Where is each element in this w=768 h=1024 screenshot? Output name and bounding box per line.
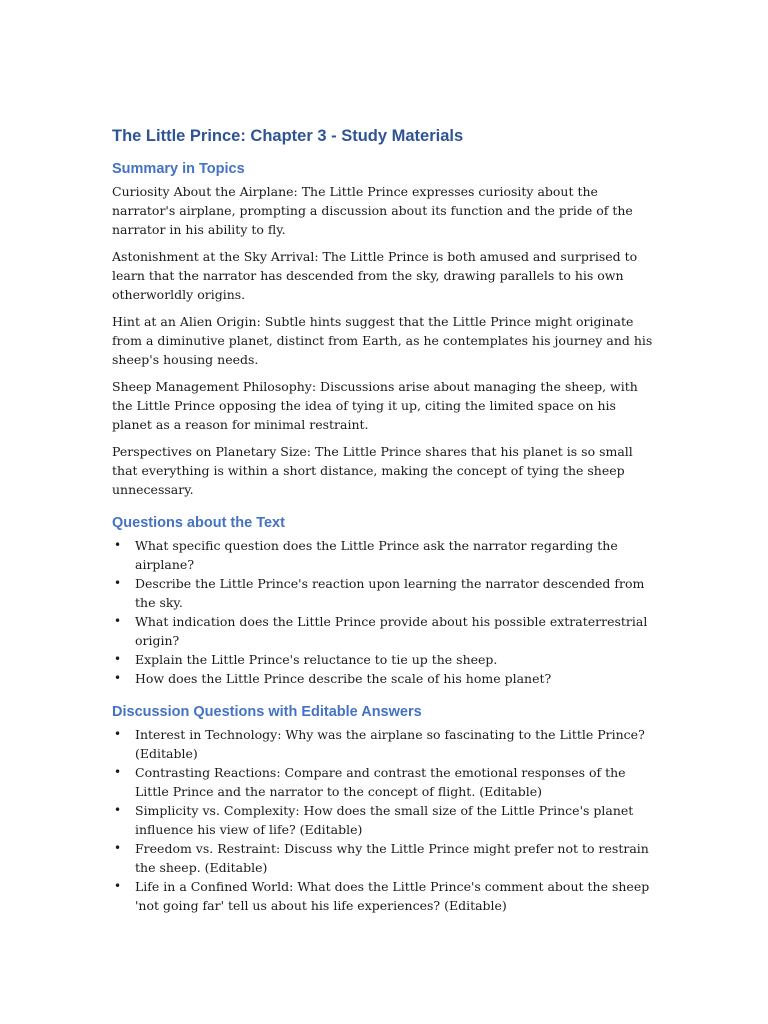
bullet-icon: •	[114, 671, 122, 685]
question-text: Describe the Little Prince's reaction upon learning the narrator descended from the sky.	[135, 576, 645, 610]
questions-heading: Questions about the Text	[112, 515, 285, 531]
questions-list	[112, 536, 657, 688]
discussion-item	[112, 801, 657, 839]
summary-paragraph: Astonishment at the Sky Arrival: The Little Prince is both amused and surprised to learn that the narrator has descended from the sky, drawing parallels to his own otherworldly origins.	[112, 249, 638, 302]
discussion-item	[112, 763, 657, 801]
discussion-heading: Discussion Questions with Editable Answers	[112, 704, 422, 720]
question-item	[112, 650, 657, 669]
question-text: What indication does the Little Prince provide about his possible extraterrestrial origin?	[135, 614, 648, 648]
bullet-icon: •	[114, 841, 122, 855]
discussion-section	[112, 702, 657, 915]
bullet-icon: •	[114, 652, 122, 666]
questions-section	[112, 513, 657, 688]
discussion-text[interactable]: Interest in Technology: Why was the airplane so fascinating to the Little Prince? (Editable)	[135, 727, 645, 761]
discussion-list	[112, 725, 657, 915]
discussion-item	[112, 839, 657, 877]
discussion-item	[112, 725, 657, 763]
bullet-icon: •	[114, 727, 122, 741]
summary-paragraph: Sheep Management Philosophy: Discussions arise about managing the sheep, with the Little Prince opposing the idea of tying it up, citing the limited space on his planet as a reason for minimal restraint.	[112, 379, 638, 432]
discussion-text[interactable]: Contrasting Reactions: Compare and contrast the emotional responses of the Little Prince and the narrator to the concept of flight. (Editable)	[135, 765, 626, 799]
question-text: Explain the Little Prince's reluctance to tie up the sheep.	[135, 652, 498, 667]
bullet-icon: •	[114, 803, 122, 817]
summary-paragraph: Hint at an Alien Origin: Subtle hints suggest that the Little Prince might originate from a diminutive planet, distinct from Earth, as he contemplates his journey and his sheep's housing needs.	[112, 314, 653, 367]
discussion-item	[112, 877, 657, 915]
question-item	[112, 574, 657, 612]
document-title: The Little Prince: Chapter 3 - Study Materials	[112, 127, 464, 145]
bullet-icon: •	[114, 576, 122, 590]
summary-section	[112, 159, 657, 499]
summary-paragraph: Curiosity About the Airplane: The Little Prince expresses curiosity about the narrator's airplane, prompting a discussion about its function and the pride of the narrator in his ability to fly.	[112, 184, 633, 237]
question-text: How does the Little Prince describe the scale of his home planet?	[135, 671, 552, 686]
question-item	[112, 669, 657, 688]
discussion-text[interactable]: Simplicity vs. Complexity: How does the small size of the Little Prince's planet influence his view of life? (Editable)	[135, 803, 634, 837]
question-text: What specific question does the Little Prince ask the narrator regarding the airplane?	[135, 538, 618, 572]
document-page	[112, 125, 657, 929]
discussion-text[interactable]: Life in a Confined World: What does the Little Prince's comment about the sheep 'not going far' tell us about his life experiences? (Editable)	[135, 879, 650, 913]
summary-heading: Summary in Topics	[112, 161, 245, 177]
bullet-icon: •	[114, 614, 122, 628]
discussion-text[interactable]: Freedom vs. Restraint: Discuss why the Little Prince might prefer not to restrain the sheep. (Editable)	[135, 841, 649, 875]
question-item	[112, 536, 657, 574]
summary-paragraph: Perspectives on Planetary Size: The Little Prince shares that his planet is so small that everything is within a short distance, making the concept of tying the sheep unnecessary.	[112, 444, 633, 497]
bullet-icon: •	[114, 765, 122, 779]
bullet-icon: •	[114, 879, 122, 893]
bullet-icon: •	[114, 538, 122, 552]
question-item	[112, 612, 657, 650]
